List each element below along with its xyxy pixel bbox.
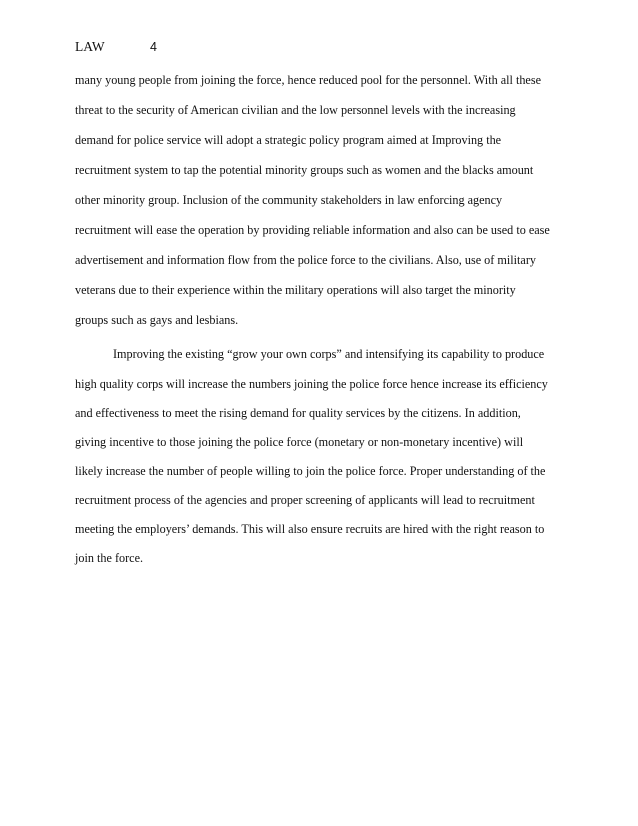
text-line: meeting the employers’ demands. This will also ensure recruits are hired with the right reason to: [75, 522, 545, 536]
page-number: 4: [150, 40, 157, 54]
text-line: advertisement and information flow from the police force to the civilians. Also, use of military: [75, 253, 536, 267]
text-line: veterans due to their experience within the military operations will also target the minority: [75, 283, 516, 297]
text-line: Improving the existing “grow your own corps” and intensifying its capability to produce: [113, 347, 545, 361]
text-line: recruitment system to tap the potential minority groups such as women and the blacks amount: [75, 163, 534, 177]
text-line: and effectiveness to meet the rising demand for quality services by the citizens. In addition,: [75, 406, 521, 420]
text-line: high quality corps will increase the numbers joining the police force hence increase its efficiency: [75, 377, 548, 391]
text-line: likely increase the number of people willing to join the police force. Proper understanding of the: [75, 464, 546, 478]
text-line: threat to the security of American civilian and the low personnel levels with the increasing: [75, 103, 516, 117]
text-line: groups such as gays and lesbians.: [75, 313, 239, 327]
text-line: join the force.: [75, 551, 144, 565]
text-line: recruitment will ease the operation by providing reliable information and also can be used to ease: [75, 223, 550, 237]
text-line: demand for police service will adopt a strategic policy program aimed at Improving the: [75, 133, 502, 147]
text-line: giving incentive to those joining the police force (monetary or non-monetary incentive) will: [75, 435, 524, 449]
running-head: LAW: [75, 39, 105, 54]
text-line: other minority group. Inclusion of the community stakeholders in law enforcing agency: [75, 193, 503, 207]
text-line: many young people from joining the force, hence reduced pool for the personnel. With all these: [75, 73, 541, 87]
text-line: recruitment process of the agencies and proper screening of applicants will lead to recruitment: [75, 493, 535, 507]
